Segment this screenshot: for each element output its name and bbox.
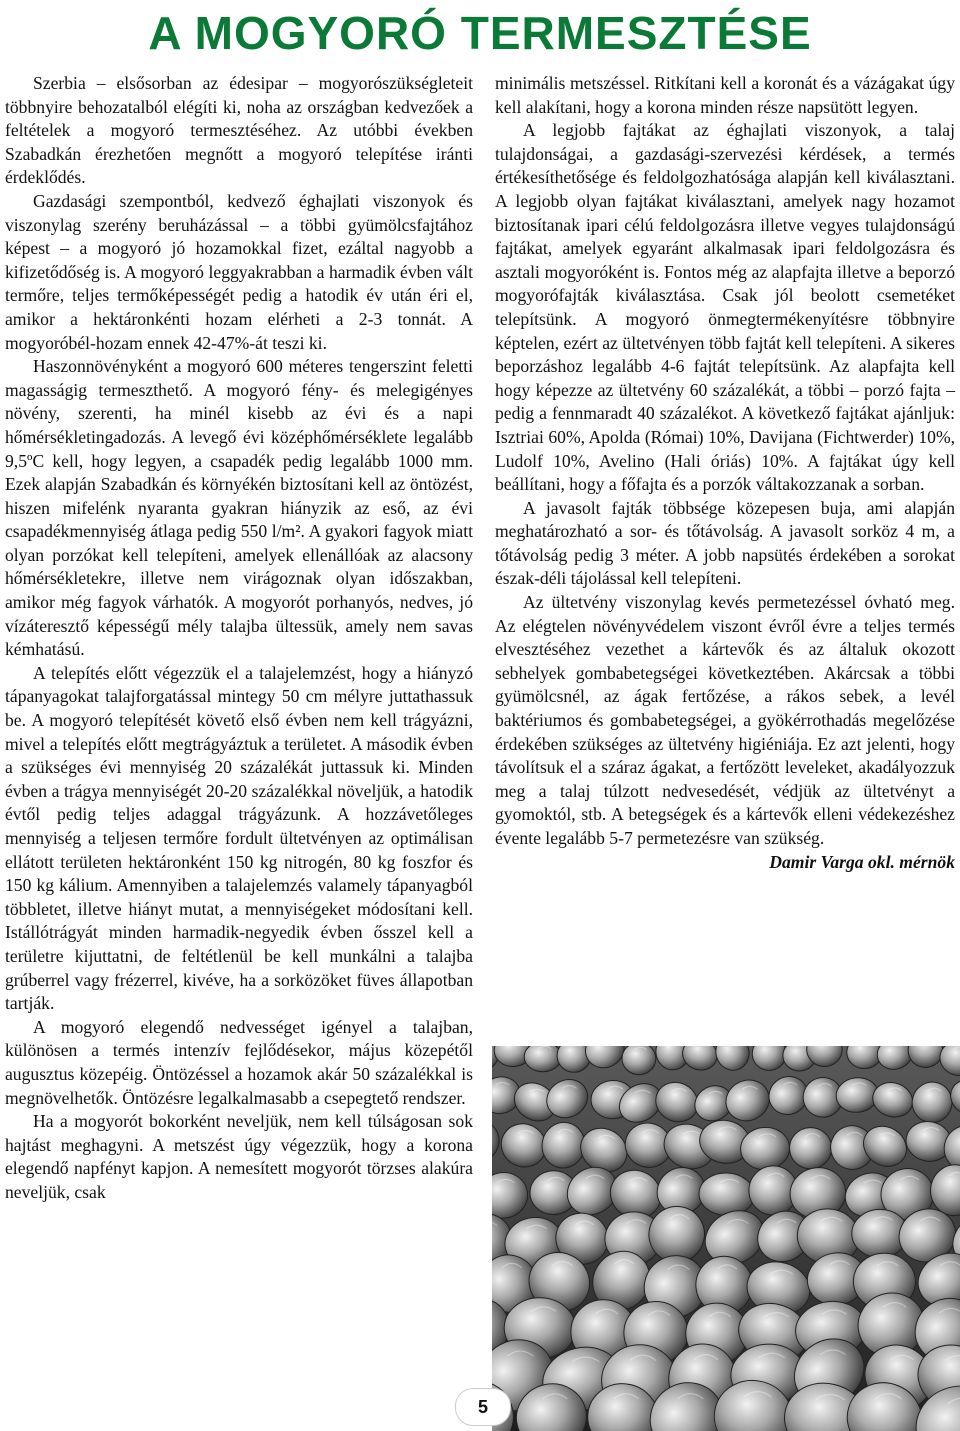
author-signature: Damir Varga okl. mérnök bbox=[769, 851, 955, 872]
right-column bbox=[495, 72, 955, 874]
left-column bbox=[5, 72, 473, 1205]
paragraph: minimális metszéssel. Ritkítani kell a koronát és a vázágakat úgy kell alakítani, hogy a korona minden része napsütött legyen. bbox=[495, 73, 955, 117]
paragraph: Ha a mogyorót bokorként neveljük, nem kell túlságosan sok hajtást meghagyni. A metszést úgy végezzük, hogy a korona elegendő napfényt kapjon. A nemesített mogyorót törzses alakúra neveljük, csak bbox=[5, 1111, 473, 1202]
paragraph: A legjobb fajtákat az éghajlati viszonyok, a talaj tulajdonságai, a gazdasági-szervezési kérdések, a termés értékesíthetősége és feldolgozhatósága alapján kell kiválasztani. A legjobb olyan fajtákat kiválasztani, amelyek nagy hozamot biztosítanak ipari célú feldolgozásra illetve vegyes tulajdonságú fajtákat, amelyek egyaránt alkalmasak ipari feldolgozásra és asztali mogyoróként is. Fontos még az alapfajta illetve a beporzó mogyorófajták kiválasztása. Csak jól beolott csemetéket telepítsünk. A mogyoró önmegtermékenyítésre többnyire képtelen, ezért az ültetvényen több fajtát kell telepíteni. A sikeres beporzáshoz legalább 4-6 fajtát telepítsünk. Az alapfajta kell hogy képezze az ültetvény 60 százalékát, a többi – porzó fajta – pedig a fennmaradt 40 százalékot. A következő fajtákat ajánljuk: Isztriai 60%, Apolda (Római) 10%, Davijana (Fichtwerder) 10%, Ludolf 10%, Avelino (Hali óriás) 10%. A fajtákat úgy kell beállítani, hogy a főfajta és a porzók váltakozzanak a sorban. bbox=[495, 120, 955, 495]
hazelnut-shape bbox=[524, 1046, 561, 1072]
paragraph: A mogyoró elegendő nedvességet igényel a talajban, különösen a termés intenzív fejlődésekor, május közepétől augusztus közepéig. Öntözéssel a hozamok akár 50 százalékkal is megnövelhetők. Öntözésre legalkalmasabb a csepegtető rendszer. bbox=[5, 1016, 473, 1108]
paragraph: Gazdasági szempontból, kedvező éghajlati viszonyok és viszonylag szerény beruházással – a többi gyümölcsfajtához képest – a mogyoró jó hozamokkal fizet, ezáltal nagyobb a kifizetődőség is. A mogyoró leggyakrabban a harmadik évben vált termőre, teljes termőképességét pedig a hatodik év után éri el, amikor a hektáronkénti hozam elérheti a 2-3 tonnát. A mogyoróbél-hozam ennek 42-47%-át teszi ki. bbox=[5, 190, 473, 353]
hazelnut-photo bbox=[492, 1046, 960, 1431]
paragraph: A telepítés előtt végezzük el a talajelemzést, hogy a hiányzó tápanyagokat talajforgatással mintegy 50 cm mélyre juttathassuk be. A mogyoró telepítését követő első évben nem kell trágyázni, mivel a telepítés előtt megtrágyáztuk a területet. A második évben a szükséges évi mennyiség 20 százalékát juttassuk ki. Minden évben a trágya mennyiségét 20-20 százalékkal növeljük, a hatodik évtől pedig teljes adaggal trágyázunk. A hozzávetőleges mennyiség a teljesen termőre fordult ültetvényen az optimálisan ellátott területen hektáronként 150 kg nitrogén, 80 kg foszfor és 150 kg kálium. Amennyiben a talajelemzés valamely tápanyagból többletet, illetve hiányt mutat, a mennyiségeket módosítani kell. Istállótrágyát minden harmadik-negyedik évben ősszel kell a területre kijuttatni, de feltétlenül be kell munkálni a talajba grúberrel vagy frézerrel, kivéve, ha a sorközöket füves állapotban tartják. bbox=[5, 662, 473, 1014]
paragraph: Haszonnövényként a mogyoró 600 méteres tengerszint feletti magasságig termeszthető. A mogyoró fény- és melegigényes növény, szerenti, ha minél kisebb az évi és a napi hőmérsékletingadozás. A levegő évi középhőmérséklete legalább 9,5ºC kell, hogy legyen, a csapadék pedig legalább 1000 mm. Ezek alapján Szabadkán és környékén biztosítani kell az öntözést, hiszen mifelénk nyaranta gyakran hiányzik az eső, az évi csapadékmennyiség átlaga pedig 550 l/m². A gyakori fagyok miatt olyan porzókat kell telepíteni, amelyek ellenállóak az alacsony hőmérsékletekre, illetve nem virágoznak olyan időszakban, amikor még fagyok várhatók. A mogyorót porhanyós, nedves, jó vízáteresztő képességű mély talajba ültessük, amely nem savas kémhatású. bbox=[5, 356, 473, 660]
paragraph: Szerbia – elsősorban az édesipar – mogyorószükségleteit többnyire behozatalból elégíti ki, noha az országban kedvezőek a feltételek a mogyoró termesztéséhez. Az utóbbi években Szabadkán érezhetően megnőtt a mogyoró telepítése iránti érdeklődés. bbox=[5, 73, 473, 188]
page-number: 5 bbox=[455, 1388, 511, 1426]
article-title: A MOGYORÓ TERMESZTÉSE bbox=[148, 7, 812, 59]
paragraph: Az ültetvény viszonylag kevés permetezéssel óvható meg. Az elégtelen növényvédelem viszont évről évre a teljes termés elvesztéséhez vezethet a kártevők és az általuk okozott sebhelyek gombabetegségei következtében. Akárcsak a többi gyümölcsnél, az ágak fertőzése, a rákos sebek, a levél baktériumos és gombabetegségei, a gyökérrothadás megelőzése érdekében szükséges az ültetvény higiéniája. Ez azt jelenti, hogy távolítsuk el a száraz ágakat, a fertőzött leveleket, akadályozzuk meg a talaj túlzott nedvesedését, védjük az ültetvényt a gyomoktól, stb. A betegségek és a kártevők elleni védekezéshez évente legalább 5-7 permetezésre van szükség. bbox=[495, 592, 955, 848]
paragraph: A javasolt fajták többsége közepesen buja, ami alapján meghatározható a sor- és tőtávolság. A javasolt sorköz 4 m, a tőtávolság pedig 3 méter. A jobb napsütés érdekében a sorokat észak-déli tájolással kell telepíteni. bbox=[495, 497, 955, 589]
